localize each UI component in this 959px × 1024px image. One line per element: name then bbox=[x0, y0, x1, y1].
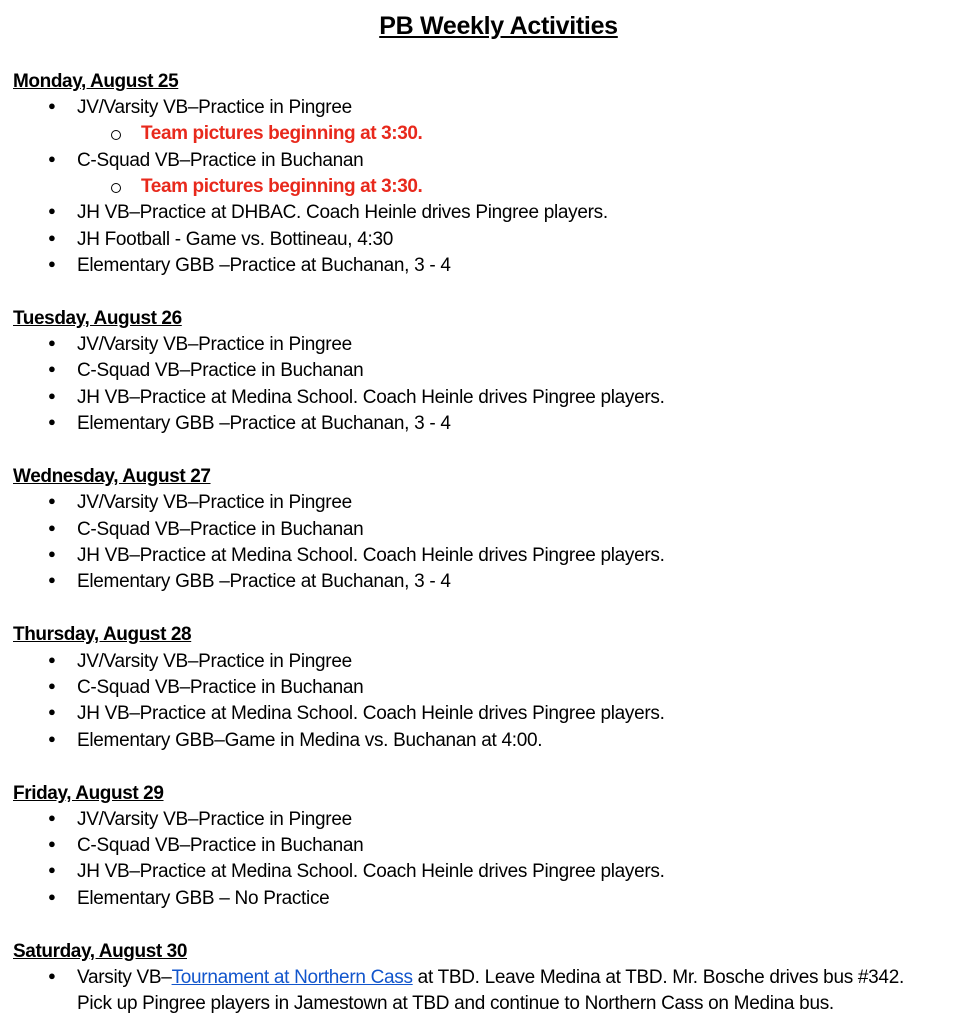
sub-list-item-highlight: Team pictures beginning at 3:30. bbox=[141, 176, 423, 197]
list-item: ● Elementary GBB –Practice at Buchanan, 3 - 4 bbox=[77, 571, 451, 593]
saturday-item-prefix: Varsity VB– bbox=[77, 967, 172, 988]
page-title: PB Weekly Activities bbox=[379, 12, 618, 40]
list-item-continuation: Pick up Pingree players in Jamestown at TBD and continue to Northern Cass on Medina bus. bbox=[77, 993, 834, 1014]
list-item: ● C-Squad VB–Practice in Buchanan bbox=[77, 360, 363, 382]
list-item: ● JH VB–Practice at Medina School. Coach Heinle drives Pingree players. bbox=[77, 703, 665, 725]
list-item: ● C-Squad VB–Practice in Buchanan bbox=[77, 519, 363, 541]
list-item: ● JH VB–Practice at Medina School. Coach Heinle drives Pingree players. bbox=[77, 545, 665, 567]
list-item: ● JV/Varsity VB–Practice in Pingree bbox=[77, 492, 352, 514]
day-heading-tuesday: Tuesday, August 26 bbox=[13, 308, 182, 329]
day-heading-wednesday: Wednesday, August 27 bbox=[13, 466, 211, 487]
list-item: ● C-Squad VB–Practice in Buchanan bbox=[77, 835, 363, 857]
saturday-item-suffix: at TBD. Leave Medina at TBD. Mr. Bosche drives bus #342. bbox=[412, 967, 904, 988]
day-heading-friday: Friday, August 29 bbox=[13, 783, 164, 804]
list-item: ● JH VB–Practice at DHBAC. Coach Heinle drives Pingree players. bbox=[77, 202, 608, 224]
day-heading-thursday: Thursday, August 28 bbox=[13, 624, 192, 645]
list-item: ● C-Squad VB–Practice in Buchanan bbox=[77, 150, 363, 172]
day-heading-monday: Monday, August 25 bbox=[13, 71, 179, 92]
list-item: ● C-Squad VB–Practice in Buchanan bbox=[77, 677, 363, 699]
list-item: ● JH Football - Game vs. Bottineau, 4:30 bbox=[77, 229, 393, 251]
list-item: ● JV/Varsity VB–Practice in Pingree bbox=[77, 97, 352, 119]
tournament-link[interactable]: Tournament at Northern Cass bbox=[171, 967, 413, 988]
list-item: ● JV/Varsity VB–Practice in Pingree bbox=[77, 334, 352, 356]
list-item: ● JV/Varsity VB–Practice in Pingree bbox=[77, 651, 352, 673]
list-item: ● Elementary GBB –Practice at Buchanan, 3 - 4 bbox=[77, 413, 451, 435]
list-item: ● JH VB–Practice at Medina School. Coach Heinle drives Pingree players. bbox=[77, 861, 665, 883]
list-item: ● Elementary GBB–Game in Medina vs. Buchanan at 4:00. bbox=[77, 730, 542, 752]
sub-list-item-highlight: Team pictures beginning at 3:30. bbox=[141, 123, 423, 144]
day-heading-saturday: Saturday, August 30 bbox=[13, 941, 187, 962]
list-item: ● Elementary GBB –Practice at Buchanan, 3 - 4 bbox=[77, 255, 451, 277]
list-item: ● JH VB–Practice at Medina School. Coach Heinle drives Pingree players. bbox=[77, 387, 665, 409]
list-item: ● Elementary GBB – No Practice bbox=[77, 888, 329, 910]
list-item: ● JV/Varsity VB–Practice in Pingree bbox=[77, 809, 352, 831]
list-item-saturday bbox=[77, 967, 904, 989]
